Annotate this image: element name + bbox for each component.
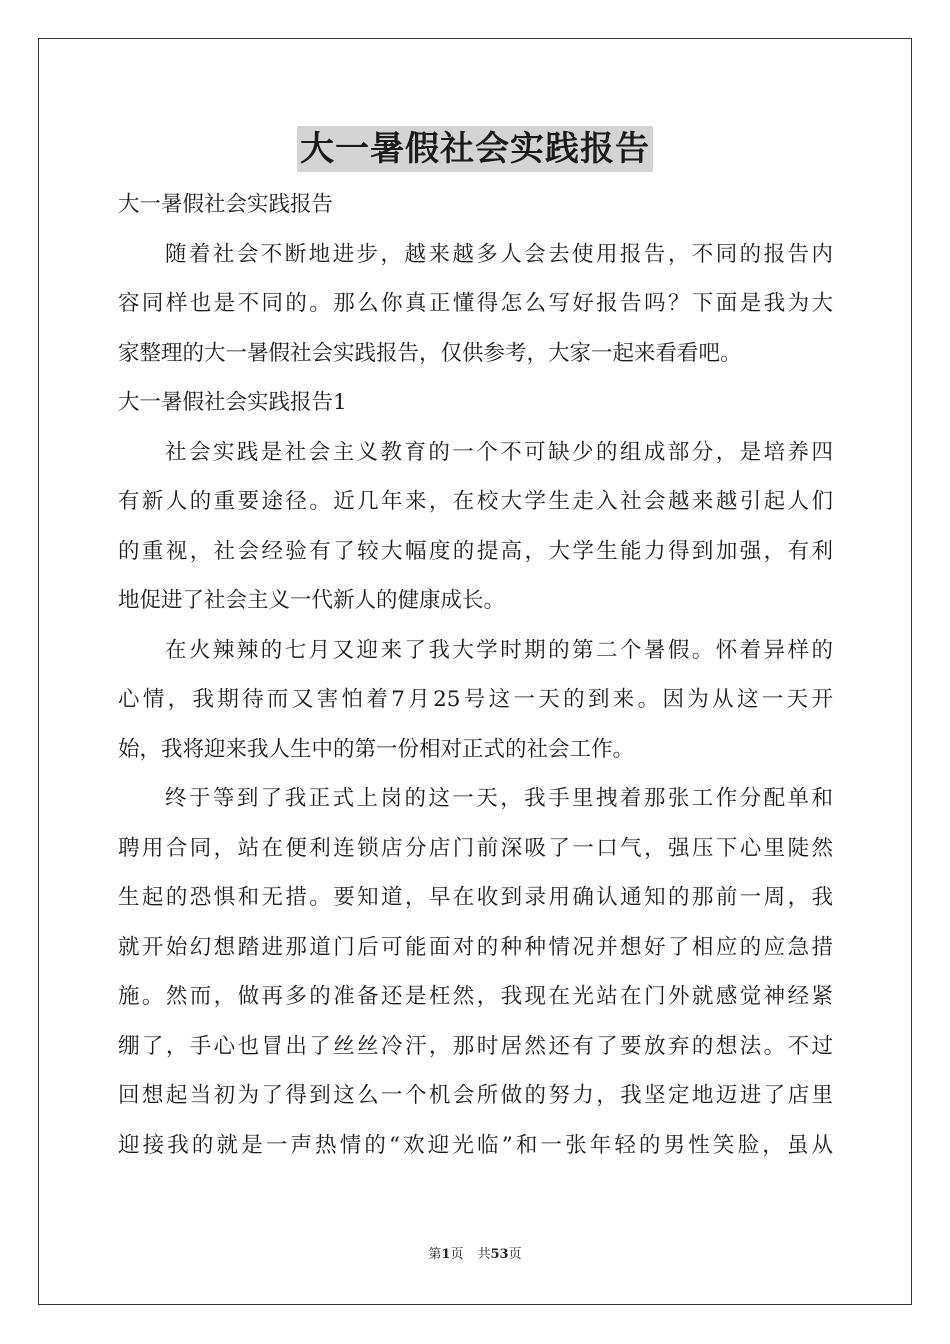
text-line: 就开始幻想踏进那道门后可能面对的种种情况并想好了相应的应急措 <box>118 934 833 960</box>
text-line: 聘用合同，站在便利连锁店分店门前深吸了一口气，强压下心里陡然 <box>118 835 833 861</box>
text-line: 回想起当初为了得到这么一个机会所做的努力，我坚定地迈进了店里 <box>118 1083 833 1108</box>
text-line: 地促进了社会主义一代新人的健康成长。 <box>118 588 506 613</box>
text-line: 有新人的重要途径。近几年来，在校大学生走入社会越来越引起人们 <box>118 489 833 514</box>
text-line: 容同样也是不同的。那么你真正懂得怎么写好报告吗？下面是我为大 <box>118 291 833 316</box>
text-line: 随着社会不断地进步，越来越多人会去使用报告，不同的报告内 <box>165 241 833 267</box>
text-line: 绷了，手心也冒出了丝丝冷汗，那时居然还有了要放弃的想法。不过 <box>118 1033 833 1059</box>
text-line: 终于等到了我正式上岗的这一天，我手里拽着那张工作分配单和 <box>165 786 833 811</box>
page-prefix: 第 <box>428 1247 442 1262</box>
text-line: 始，我将迎来我人生中的第一份相对正式的社会工作。 <box>118 736 635 762</box>
total-suffix: 页 <box>508 1247 522 1262</box>
page-footer <box>0 1246 950 1264</box>
text-line: 生起的恐惧和无措。要知道，早在收到录用确认通知的那前一周，我 <box>118 885 833 910</box>
total-prefix: 共 <box>477 1247 491 1262</box>
text-line: 社会实践是社会主义教育的一个不可缺少的组成部分，是培养四 <box>165 439 833 465</box>
page-number: 1 <box>441 1247 451 1262</box>
text-line: 迎接我的就是一声热情的“欢迎光临”和一张年轻的男性笑脸，虽从 <box>118 1132 833 1158</box>
text-line: 心情，我期待而又害怕着7月25号这一天的到来。因为从这一天开 <box>118 687 833 712</box>
text-line: 的重视，社会经验有了较大幅度的提高，大学生能力得到加强，有利 <box>118 538 833 564</box>
document-body <box>118 180 833 1170</box>
document-title: 大一暑假社会实践报告 <box>297 126 653 172</box>
section-heading: 大一暑假社会实践报告1 <box>118 390 347 415</box>
text-line: 在火辣辣的七月又迎来了我大学时期的第二个暑假。怀着异样的 <box>165 637 833 663</box>
page-suffix: 页 <box>450 1247 464 1262</box>
title-area <box>0 126 950 172</box>
total-pages: 53 <box>490 1247 509 1262</box>
text-line: 家整理的大一暑假社会实践报告，仅供参考，大家一起来看看吧。 <box>118 340 742 366</box>
subtitle-line: 大一暑假社会实践报告 <box>118 192 334 217</box>
text-line: 施。然而，做再多的准备还是枉然，我现在光站在门外就感觉神经紧 <box>118 984 833 1009</box>
